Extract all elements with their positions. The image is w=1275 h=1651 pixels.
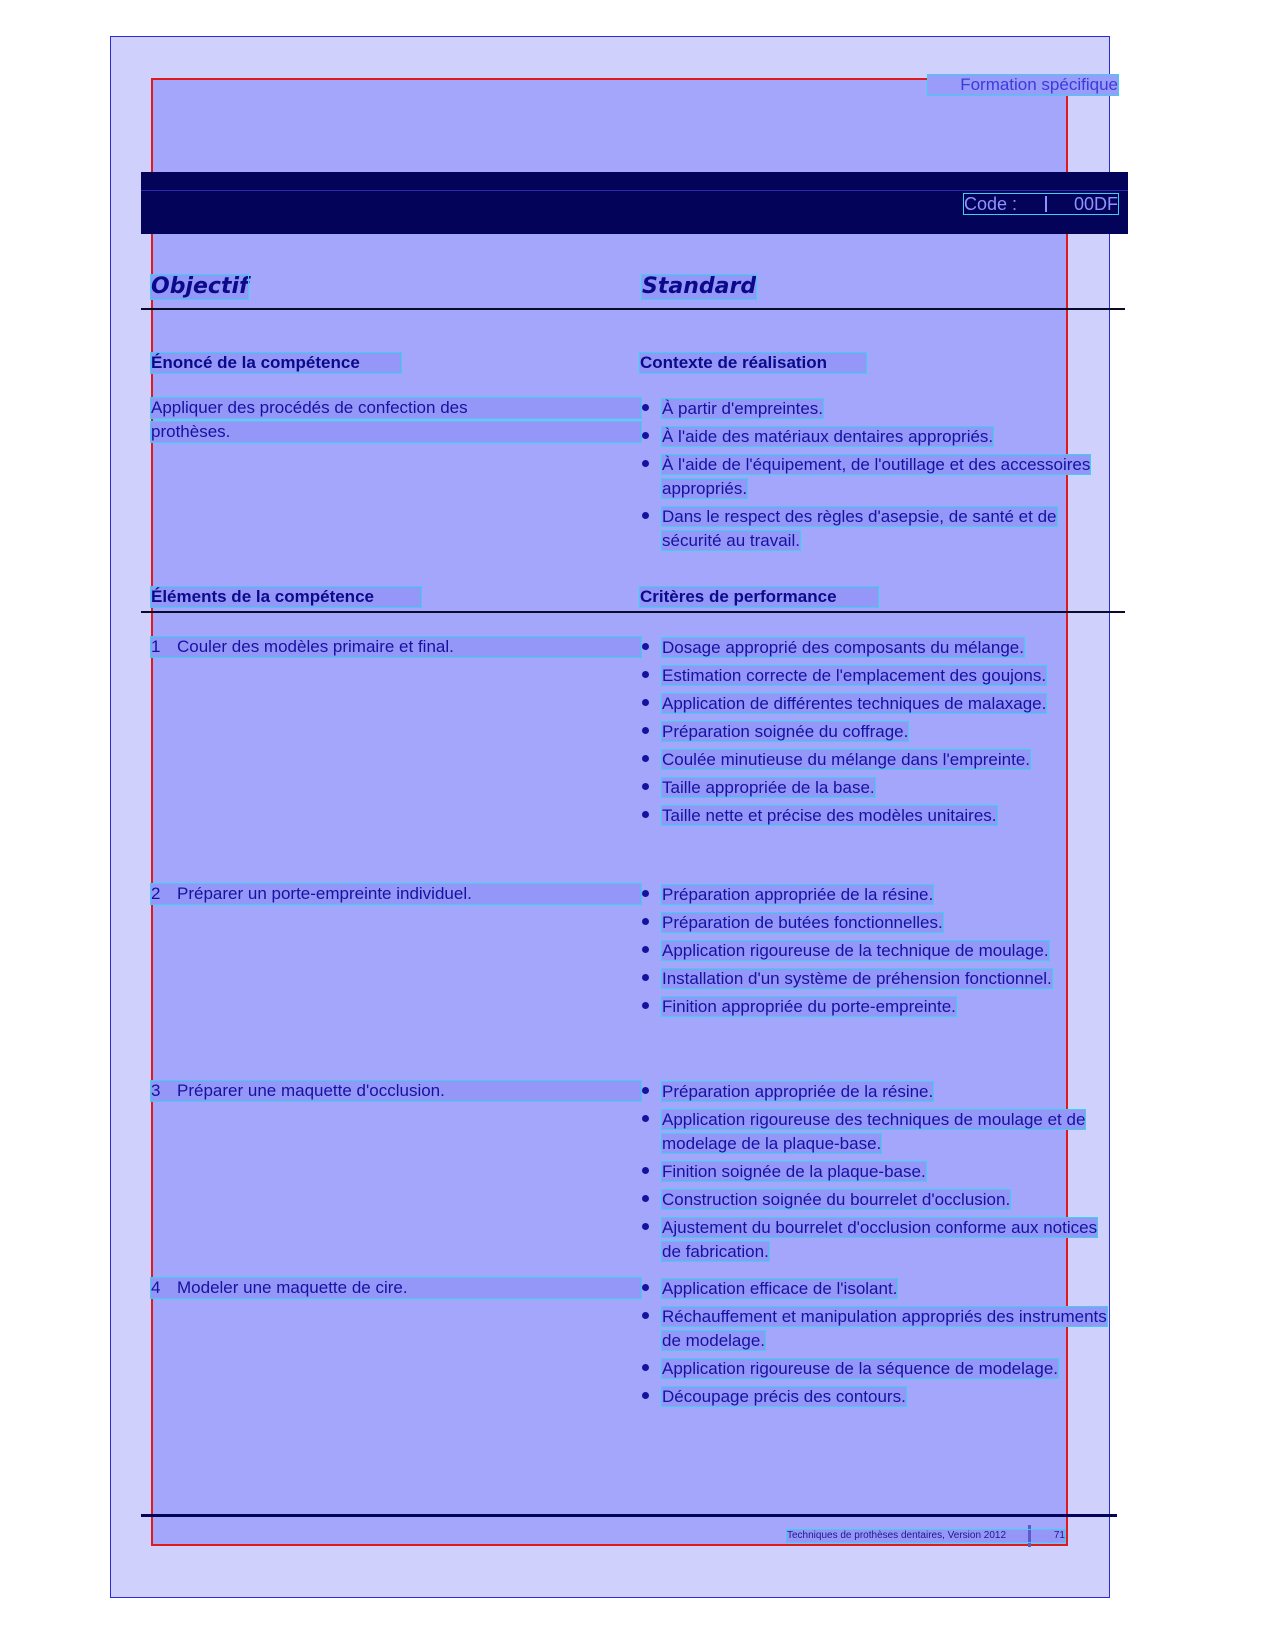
standard-heading: Standard (642, 274, 757, 299)
criterion-item: Découpage précis des contours. (640, 1385, 1110, 1409)
element-number: 4 (151, 1278, 161, 1297)
bullet-icon (642, 1167, 649, 1174)
criterion-item: Préparation de butées fonctionnelles. (640, 911, 1110, 935)
code-label: Code : (964, 194, 1018, 214)
footer-separator (1028, 1525, 1031, 1547)
criterion-item: Construction soignée du bourrelet d'occlusion. (640, 1188, 1110, 1212)
code-value: 00DF (1073, 194, 1118, 214)
element-label: Préparer une maquette d'occlusion. (177, 1081, 445, 1100)
bullet-icon (642, 811, 649, 818)
enonce-line: prothèses. (151, 422, 641, 442)
page-footer (787, 1530, 1065, 1542)
criterion-item: Installation d'un système de préhension fonctionnel. (640, 967, 1110, 991)
bullet-icon (642, 643, 649, 650)
element-item (151, 637, 641, 657)
bullet-icon (642, 460, 649, 467)
footer-rule (141, 1514, 1117, 1517)
criterion-item: Préparation appropriée de la résine. (640, 883, 1110, 907)
criterion-item: Taille nette et précise des modèles unitaires. (640, 804, 1110, 828)
criterion-item: Finition soignée de la plaque-base. (640, 1160, 1110, 1184)
elements-rule (141, 611, 1125, 613)
bullet-icon (642, 946, 649, 953)
criteria-list (640, 1080, 1110, 1268)
criterion-item: Ajustement du bourrelet d'occlusion conforme aux notices de fabrication. (640, 1216, 1110, 1264)
criterion-item: Estimation correcte de l'emplacement des goujons. (640, 664, 1110, 688)
criteria-list (640, 636, 1110, 832)
bullet-icon (642, 1115, 649, 1122)
bullet-icon (642, 512, 649, 519)
criterion-item: Application de différentes techniques de malaxage. (640, 692, 1110, 716)
criterion-item: Préparation soignée du coffrage. (640, 720, 1110, 744)
code-separator (1045, 196, 1047, 212)
contexte-item: À l'aide des matériaux dentaires appropriés. (640, 425, 1110, 449)
element-item (151, 884, 641, 904)
element-number: 3 (151, 1081, 161, 1100)
elements-heading: Éléments de la compétence (151, 587, 421, 607)
criterion-item: Coulée minutieuse du mélange dans l'empreinte. (640, 748, 1110, 772)
page-number: 71 (1053, 1530, 1065, 1541)
page-header-category: Formation spécifique (928, 75, 1118, 95)
bullet-icon (642, 1087, 649, 1094)
bullet-icon (642, 1223, 649, 1230)
element-item (151, 1081, 641, 1101)
bullet-icon (642, 1284, 649, 1291)
element-number: 1 (151, 637, 161, 656)
title-band-line (141, 190, 1128, 191)
criterion-item: Application efficace de l'isolant. (640, 1277, 1110, 1301)
bullet-icon (642, 974, 649, 981)
bullet-icon (642, 1195, 649, 1202)
criteria-list (640, 1277, 1110, 1413)
bullet-icon (642, 783, 649, 790)
contexte-item: À l'aide de l'équipement, de l'outillage et des accessoires appropriés. (640, 453, 1110, 501)
footer-document-title: Techniques de prothèses dentaires, Version 2012 (787, 1530, 1007, 1541)
criteres-heading: Critères de performance (640, 587, 878, 607)
criterion-item: Réchauffement et manipulation appropriés des instruments de modelage. (640, 1305, 1110, 1353)
element-number: 2 (151, 884, 161, 903)
element-item (151, 1278, 641, 1298)
bullet-icon (642, 890, 649, 897)
competence-code (964, 194, 1118, 214)
bullet-icon (642, 671, 649, 678)
contexte-heading: Contexte de réalisation (640, 353, 866, 373)
bullet-icon (642, 1002, 649, 1009)
criterion-item: Finition appropriée du porte-empreinte. (640, 995, 1110, 1019)
criterion-item: Application rigoureuse de la technique de moulage. (640, 939, 1110, 963)
criterion-item: Dosage approprié des composants du mélange. (640, 636, 1110, 660)
criterion-item: Taille appropriée de la base. (640, 776, 1110, 800)
criteria-list (640, 883, 1110, 1023)
bullet-icon (642, 432, 649, 439)
enonce-heading: Énoncé de la compétence (151, 353, 401, 373)
bullet-icon (642, 918, 649, 925)
criterion-item: Application rigoureuse des techniques de moulage et de modelage de la plaque-base. (640, 1108, 1110, 1156)
contexte-list (640, 397, 1110, 557)
contexte-item: À partir d'empreintes. (640, 397, 1110, 421)
section-rule (141, 308, 1125, 310)
objectif-heading: Objectif (151, 274, 249, 299)
bullet-icon (642, 404, 649, 411)
element-label: Modeler une maquette de cire. (177, 1278, 408, 1297)
bullet-icon (642, 1364, 649, 1371)
enonce-line: Appliquer des procédés de confection des (151, 398, 641, 418)
bullet-icon (642, 1312, 649, 1319)
criterion-item: Application rigoureuse de la séquence de modelage. (640, 1357, 1110, 1381)
bullet-icon (642, 727, 649, 734)
bullet-icon (642, 1392, 649, 1399)
element-label: Préparer un porte-empreinte individuel. (177, 884, 472, 903)
element-label: Couler des modèles primaire et final. (177, 637, 454, 656)
bullet-icon (642, 755, 649, 762)
contexte-item: Dans le respect des règles d'asepsie, de santé et de sécurité au travail. (640, 505, 1110, 553)
criterion-item: Préparation appropriée de la résine. (640, 1080, 1110, 1104)
bullet-icon (642, 699, 649, 706)
